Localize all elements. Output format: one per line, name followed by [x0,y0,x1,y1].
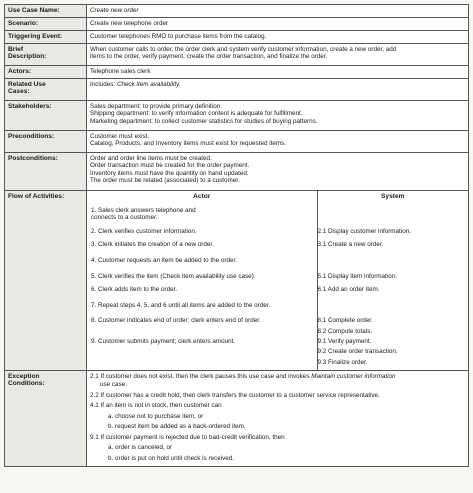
triggering-event-value: Customer telephones RMO to purchase items from the catalog. [87,31,469,44]
exception-subitem: a. choose not to purchase item, or [108,412,204,420]
actors-value: Telephone sales clerk [87,66,469,79]
brief-description-label [5,44,87,66]
exception-text-cont: use case. [100,380,127,388]
exception-conditions-value [87,371,469,466]
flow-system-line: 8.1 Complete order. [317,317,373,325]
flow-system-line: 5.1 Display item information. [317,272,397,280]
exception-subitem: a. order is canceled, or [108,444,173,452]
precondition-line: Catalog, Products, and Inventory items must exist for requested items. [90,140,286,148]
flow-actor-line: connects to a customer. [91,214,158,222]
system-column-header: System [381,193,405,200]
flow-system-line: 8.2 Compute totals. [317,327,373,335]
flow-system-line: 2.1 Display customer information. [317,227,411,235]
preconditions-label: Preconditions: [5,131,87,153]
exception-subitem: b. request item be added as a back-ordered item. [108,423,246,431]
brief-description-label-line2: Description: [8,53,47,61]
related-use-case-link: Check item availability. [116,80,181,88]
flow-step-1-system [317,204,468,226]
brief-description-line: items to the order, verify payment, create the order transaction, and finalize the order. [90,53,328,61]
triggering-event-label: Triggering Event: [5,31,87,44]
flow-system-line: 3.1 Create a new order. [317,241,384,249]
flow-actor-line: 2. Clerk verifies customer information. [91,227,197,235]
scenario-label: Scenario: [5,18,87,31]
use-case-name-value: Create new order [87,5,469,18]
stakeholder-line: Sales department: to provide primary definition. [90,102,222,110]
related-use-cases-value [87,79,469,101]
flow-actor-line: 3. Clerk initiates the creation of a new order. [91,241,214,249]
flow-actor-line: 9. Customer submits payment; clerk enters amount. [91,337,236,345]
flow-actor-line: 6. Clerk adds item to the order. [91,286,178,294]
exception-item: 4.1 If an item is not in stock, then customer can [90,402,222,410]
flow-actor-line: 4. Customer requests an item be added to the order. [91,256,237,264]
use-case-table [4,4,469,467]
flow-system-line: 9.2 Create order transaction. [317,348,398,356]
postconditions-value [87,153,469,191]
exception-item [90,373,465,388]
maintain-customer-information-link: Maintain customer information [311,373,396,381]
postcondition-line: The order must be related (associated) to a customer. [90,177,240,185]
flow-actor-line: 7. Repeat steps 4, 5, and 6 until all items are added to the order. [91,301,271,309]
stakeholder-line: Marketing department: to collect customer statistics for studies of buying patterns. [90,117,318,125]
stakeholder-line: Shipping department: to verify information content is adequate for fulfillment. [90,110,303,118]
postconditions-label: Postconditions: [5,153,87,191]
brief-description-value [87,44,469,66]
exception-item: 9.1 If customer payment is rejected due to bad-credit verification, then [90,433,285,441]
flow-actor-line: 8. Customer indicates end of order; clerk enters end of order. [91,317,261,325]
postcondition-line: Inventory items must have the quantity on hand updated. [90,169,249,177]
use-case-name-label: Use Case Name: [5,5,87,18]
exception-text: 2.1 If customer does not exist, then the clerk pauses this use case and invokes [90,373,312,381]
flow-system-line: 6.1 Add an order item. [317,286,380,294]
actor-column-header: Actor [193,193,211,200]
preconditions-value [87,131,469,153]
flow-actor-line: 5. Clerk verifies the item (Check item availability use case). [91,272,256,280]
exception-label-line2: Conditions: [8,380,45,388]
exception-label-line1: Exception [8,372,40,380]
precondition-line: Customer must exist. [90,132,150,140]
brief-description-line: When customer calls to order, the order clerk and system verify customer information, create a new order, add [90,45,397,53]
actors-label: Actors: [5,66,87,79]
stakeholders-value [87,101,469,131]
related-use-cases-label-line1: Related Use [8,80,46,88]
postcondition-line: Order transaction must be created for the order payment. [90,162,250,170]
related-use-cases-prefix: Includes: [90,80,117,88]
flow-actor-line: 1. Sales clerk answers telephone and [91,206,196,214]
exception-conditions-label [5,371,87,466]
brief-description-label-line1: Brief [8,45,24,53]
flow-system-line: 9.3 Finalize order. [317,358,368,366]
flow-system-line: 9.1 Verify payment. [317,337,372,345]
related-use-cases-label-line2: Cases: [8,88,30,96]
scenario-value: Create new telephone order [87,18,469,31]
exception-item: 2.2 If customer has a credit hold, then clerk transfers the customer to a customer service representative. [90,391,380,399]
exception-subitem: b. order is put on hold until check is received. [108,455,235,463]
related-use-cases-label [5,79,87,101]
flow-table [87,191,468,370]
stakeholders-label: Stakeholders: [5,101,87,131]
flow-of-activities-value [87,191,469,371]
flow-of-activities-label: Flow of Activities: [5,191,87,371]
postcondition-line: Order and order line items must be created. [90,154,212,162]
flow-step-1-actor [87,204,317,226]
